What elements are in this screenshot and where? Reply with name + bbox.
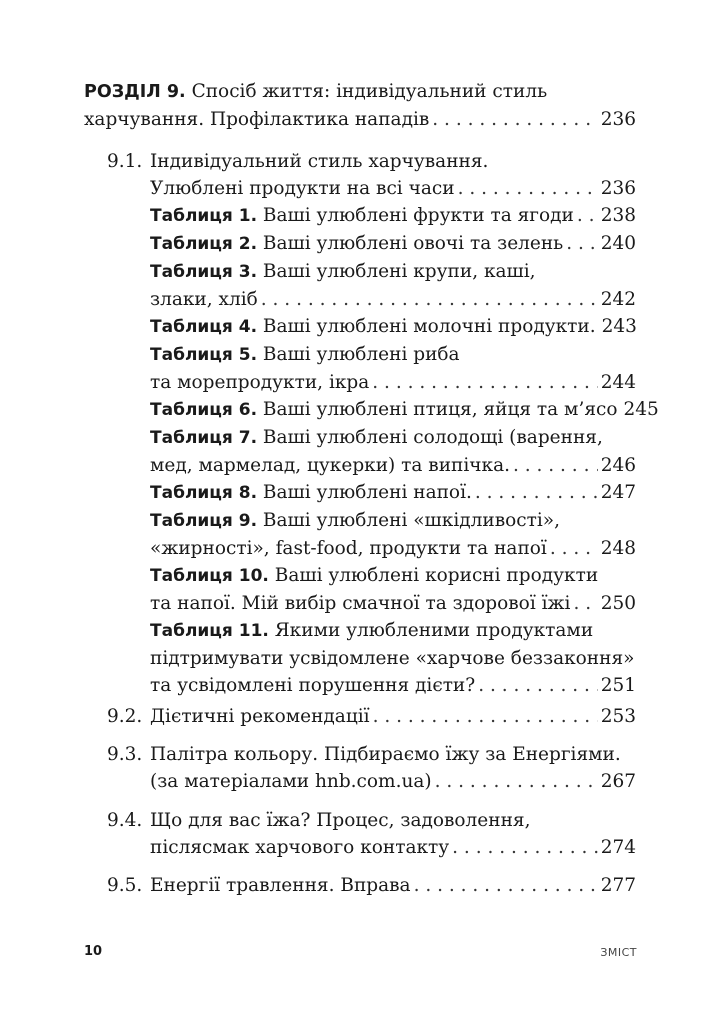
running-title: ЗМІСТ [600,946,637,959]
table-1-entry: Таблиця 1. Ваші улюблені фрукти та ягоди . . . 238 [150,202,636,230]
page-ref: 267 [600,771,636,792]
chapter-label: РОЗДІЛ 9. [84,82,186,102]
leader-dots [566,230,597,257]
leader-dots [261,286,598,313]
page-ref: 253 [600,706,636,727]
leader-dots [372,369,597,396]
page-ref: 248 [600,538,636,559]
section-title-line: Улюблені продукти на всі часи . . . 236 [150,175,636,202]
section-9-4: 9.4. Що для вас їжа? Процес, задоволення, післясмак харчового контакту . . . 274 [107,807,636,861]
folio-page-number: 10 [84,944,103,959]
table-7-entry: Таблиця 7. Ваші улюблені солодощі (варення, мед, мармелад, цукерки) та випічка. . . . 246 [150,424,636,479]
section-9-1 [107,148,659,699]
section-number: 9.3. [107,744,143,765]
section-9-2: 9.2. Дієтичні рекомендації . . . 253 [107,703,636,730]
page-ref: 242 [600,289,636,310]
leader-dots [573,590,597,617]
leader-dots [550,535,598,562]
page-ref: 277 [600,875,636,896]
page-ref: 274 [600,837,636,858]
page-ref: 244 [600,372,636,393]
section-number: 9.4. [107,810,143,831]
table-8-entry: Таблиця 8. Ваші улюблені напої. . . . 247 [150,479,636,507]
table-5-entry: Таблиця 5. Ваші улюблені риба та морепродукти, ікра . . . 244 [150,341,636,396]
section-9-3: 9.3. Палітра кольору. Підбираємо їжу за Енергіями. (за матеріалами hnb.com.ua) . . . 267 [107,741,636,795]
page-ref: 236 [600,178,636,199]
section-number: 9.1. [107,151,143,172]
leader-dots [432,106,597,133]
table-2-entry: Таблиця 2. Ваші улюблені овочі та зелень . . . 240 [150,230,636,258]
page-ref: 247 [600,482,636,503]
table-3-entry: Таблиця 3. Ваші улюблені крупи, каші, злаки, хліб . . . 242 [150,258,636,313]
page-ref: 246 [600,455,636,476]
table-9-entry: Таблиця 9. Ваші улюблені «шкідливості», «жирності», fast-food, продукти та напої . . . 248 [150,507,636,562]
section-number: 9.5. [107,875,143,896]
chapter-title-line-1 [84,78,636,106]
page-ref: 236 [600,109,636,130]
leader-dots [452,834,598,861]
leader-dots [513,452,598,479]
chapter-title-line-2: харчування. Профілактика нападів . . . 236 [84,106,636,133]
table-11-entry: Таблиця 11. Якими улюбленими продуктами підтримувати усвідомлене «харчове беззаконня» та усвідомлені порушення дієти? . . . 251 [150,617,636,699]
chapter-title-text: Спосіб життя: індивідуальний стиль [185,81,548,102]
leader-dots [373,703,598,730]
page-ref: 245 [623,399,659,420]
page-ref: 251 [600,675,636,696]
leader-dots [458,175,598,202]
section-number: 9.2. [107,706,143,727]
table-4-entry: Таблиця 4. Ваші улюблені молочні продукти. 243 [150,313,636,341]
page-ref: 250 [600,593,636,614]
leader-dots [577,202,598,229]
section-title-line: Індивідуальний стиль харчування. [150,151,489,172]
page-ref: 238 [600,205,636,226]
leader-dots [475,479,598,506]
chapter-9-entry [84,78,636,133]
leader-dots [435,768,598,795]
leader-dots [478,672,598,699]
leader-dots [414,872,598,899]
page-ref: 240 [600,233,636,254]
table-6-entry: Таблиця 6. Ваші улюблені птиця, яйця та м’ясо 245 [150,396,636,424]
table-10-entry: Таблиця 10. Ваші улюблені корисні продукти та напої. Мій вибір смачної та здорової їжі . . . 250 [150,562,636,617]
section-9-5: 9.5. Енергії травлення. Вправа . . . 277 [107,872,636,899]
page-ref: 243 [601,316,637,337]
